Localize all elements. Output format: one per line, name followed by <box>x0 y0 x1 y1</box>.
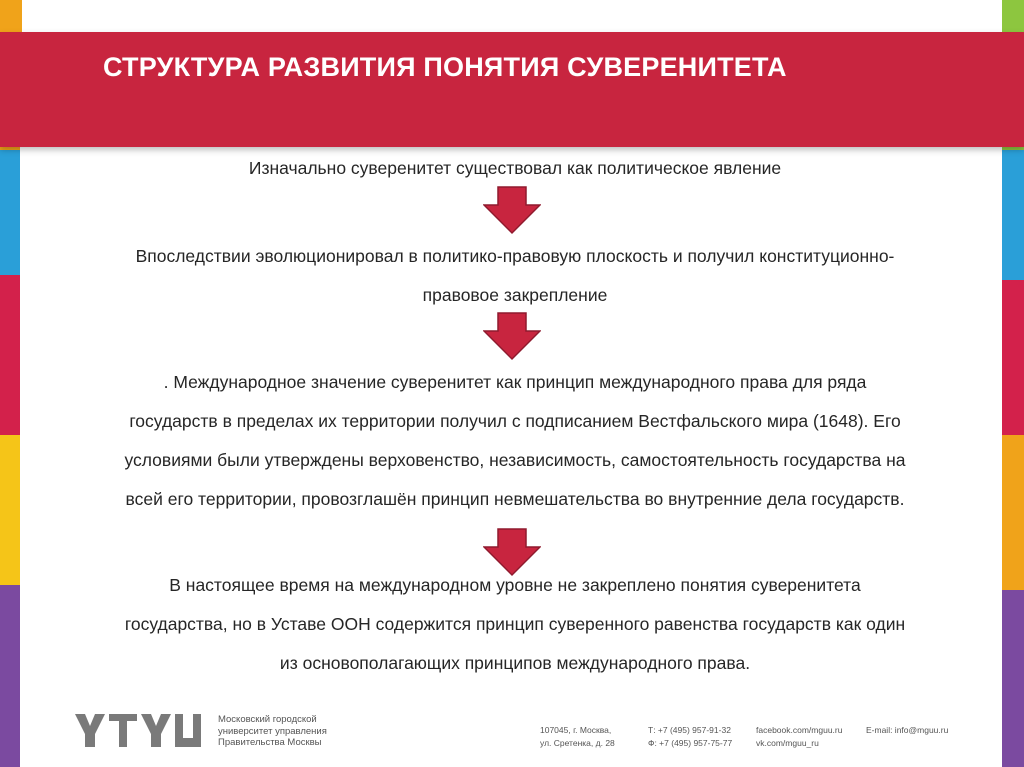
university-logo-icon <box>75 714 209 747</box>
facebook-link[interactable]: facebook.com/mguu.ru <box>756 725 843 735</box>
vk-link[interactable]: vk.com/mguu_ru <box>756 738 819 748</box>
address-line-2: ул. Сретенка, д. 28 <box>540 738 615 748</box>
step-3-line-3: условиями были утверждены верховенство, независимость, самостоятельность государства на <box>124 450 906 470</box>
email-link[interactable]: E-mail: info@mguu.ru <box>866 725 949 735</box>
left-color-strip-2 <box>0 150 22 275</box>
footer-phones <box>648 724 732 750</box>
step-2-line-1: Впоследствии эволюционировал в политико-правовую плоскость и получил конституционно- <box>135 246 895 266</box>
left-color-strip-3 <box>0 275 22 435</box>
phone-line-2: Ф: +7 (495) 957-75-77 <box>648 738 733 748</box>
step-3-line-2: государств в пределах их территории получил с подписанием Вестфальского мира (1648). Его <box>129 411 901 431</box>
right-color-strip-5 <box>1002 590 1024 767</box>
address-line-1: 107045, г. Москва, <box>540 725 612 735</box>
left-color-strip-5 <box>0 585 22 767</box>
down-arrow-icon-2 <box>483 311 541 361</box>
step-3-line-4: всей его территории, провозглашён принцип невмешательства во внутренние дела государств. <box>125 489 905 509</box>
step-4-text <box>45 566 985 683</box>
logo-line-2: университет управления <box>218 725 327 737</box>
right-color-strip-4 <box>1002 435 1024 590</box>
step-4-line-2: государства, но в Уставе ООН содержится принцип суверенного равенства государств как один <box>124 614 906 634</box>
title-bar <box>0 32 1024 147</box>
step-2-line-2: правовое закрепление <box>422 285 608 305</box>
right-color-strip-3 <box>1002 280 1024 435</box>
step-1-line-1: Изначально суверенитет существовал как политическое явление <box>248 158 782 178</box>
left-color-strip-4 <box>0 435 22 585</box>
step-4-line-3: из основополагающих принципов международного права. <box>279 653 751 673</box>
step-3-line-1: . Международное значение суверенитет как принцип международного права для ряда <box>163 372 867 392</box>
footer-social <box>756 724 842 750</box>
right-color-strip-2 <box>1002 150 1024 280</box>
logo-line-1: Московский городской <box>218 714 317 725</box>
university-name <box>218 714 327 749</box>
step-2-text <box>45 237 985 315</box>
slide-title: СТРУКТУРА РАЗВИТИЯ ПОНЯТИЯ СУВЕРЕНИТЕТА <box>103 52 787 82</box>
step-1-text <box>45 149 985 188</box>
footer-email <box>866 724 948 737</box>
step-4-line-1: В настоящее время на международном уровне не закреплено понятия суверенитета <box>169 575 861 595</box>
phone-line-1: Т: +7 (495) 957-91-32 <box>648 725 731 735</box>
footer-address <box>540 724 615 750</box>
logo-line-3: Правительства Москвы <box>218 737 322 748</box>
down-arrow-icon-1 <box>483 185 541 235</box>
step-3-text <box>45 363 985 519</box>
